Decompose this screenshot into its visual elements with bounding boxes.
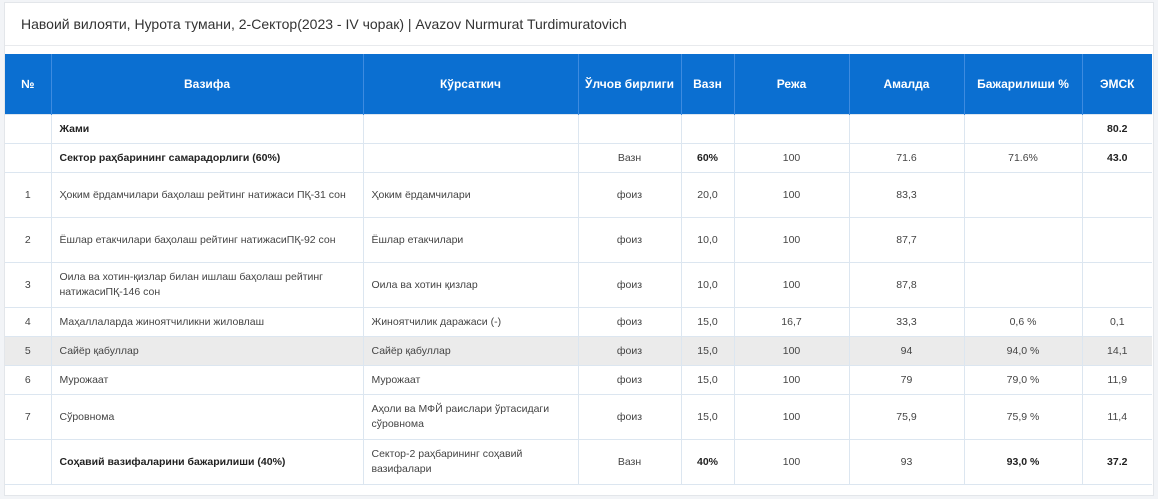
cell-plan: 100 [734,395,849,440]
col-header-emsk: ЭМСК [1082,54,1152,115]
table-row [5,218,1152,263]
cell-num [5,144,51,173]
kpi-table [5,54,1152,485]
cell-weight: 60% [681,144,734,173]
cell-num [5,440,51,485]
table-row [5,263,1152,308]
cell-weight [681,115,734,144]
cell-task: Жами [51,115,363,144]
cell-plan [734,115,849,144]
cell-indicator: Жиноятчилик даражаси (-) [363,308,578,337]
cell-percent: 0,6 % [964,308,1082,337]
cell-emsk: 80.2 [1082,115,1152,144]
cell-weight: 15,0 [681,395,734,440]
cell-plan: 100 [734,337,849,366]
table-header-row [5,54,1152,115]
col-header-indicator: Кўрсаткич [363,54,578,115]
cell-percent: 75,9 % [964,395,1082,440]
cell-actual: 33,3 [849,308,964,337]
cell-unit: фоиз [578,366,681,395]
cell-plan: 100 [734,440,849,485]
col-header-num: № [5,54,51,115]
cell-num [5,115,51,144]
cell-plan: 100 [734,173,849,218]
cell-num: 5 [5,337,51,366]
cell-task: Мурожаат [51,366,363,395]
cell-actual: 79 [849,366,964,395]
cell-task: Сайёр қабуллар [51,337,363,366]
cell-weight: 15,0 [681,366,734,395]
cell-emsk: 37.2 [1082,440,1152,485]
page-title: Навоий вилояти, Нурота тумани, 2-Сектор(2023 - IV чорак) | Avazov Nurmurat Turdimuratovich [5,3,1153,46]
cell-unit: Вазн [578,440,681,485]
table-row-section [5,144,1152,173]
cell-weight: 10,0 [681,263,734,308]
cell-indicator: Мурожаат [363,366,578,395]
table-row [5,366,1152,395]
cell-plan: 100 [734,263,849,308]
cell-weight: 20,0 [681,173,734,218]
cell-unit: фоиз [578,263,681,308]
cell-weight: 40% [681,440,734,485]
cell-actual: 83,3 [849,173,964,218]
cell-unit: фоиз [578,395,681,440]
cell-task: Сектор раҳбарининг самарадорлиги (60%) [51,144,363,173]
cell-actual: 75,9 [849,395,964,440]
cell-unit: Вазн [578,144,681,173]
cell-task: Маҳаллаларда жиноятчиликни жиловлаш [51,308,363,337]
cell-actual: 94 [849,337,964,366]
table-row [5,173,1152,218]
col-header-actual: Амалда [849,54,964,115]
cell-task: Ёшлар етакчилари баҳолаш рейтинг натижасиПҚ-92 сон [51,218,363,263]
cell-unit: фоиз [578,308,681,337]
col-header-weight: Вазн [681,54,734,115]
cell-emsk [1082,173,1152,218]
cell-num: 6 [5,366,51,395]
cell-emsk: 14,1 [1082,337,1152,366]
table-row-highlighted[interactable] [5,337,1152,366]
cell-actual [849,115,964,144]
cell-num: 2 [5,218,51,263]
cell-emsk [1082,218,1152,263]
col-header-unit: Ўлчов бирлиги [578,54,681,115]
cell-unit [578,115,681,144]
cell-actual: 87,7 [849,218,964,263]
cell-indicator [363,115,578,144]
cell-unit: фоиз [578,337,681,366]
cell-actual: 71.6 [849,144,964,173]
cell-actual: 93 [849,440,964,485]
cell-num: 3 [5,263,51,308]
cell-plan: 16,7 [734,308,849,337]
report-card [4,2,1154,496]
cell-percent: 94,0 % [964,337,1082,366]
cell-indicator: Сайёр қабуллар [363,337,578,366]
cell-percent [964,173,1082,218]
cell-indicator: Ҳоким ёрдамчилари [363,173,578,218]
cell-indicator: Ёшлар етакчилари [363,218,578,263]
cell-unit: фоиз [578,218,681,263]
cell-unit: фоиз [578,173,681,218]
cell-plan: 100 [734,366,849,395]
cell-task: Соҳавий вазифаларини бажарилиши (40%) [51,440,363,485]
cell-indicator: Аҳоли ва МФЙ раислари ўртасидаги сўровнома [363,395,578,440]
cell-percent: 79,0 % [964,366,1082,395]
col-header-task: Вазифа [51,54,363,115]
cell-indicator: Сектор-2 раҳбарининг соҳавий вазифалари [363,440,578,485]
cell-task: Ҳоким ёрдамчилари баҳолаш рейтинг натижаси ПҚ-31 сон [51,173,363,218]
cell-plan: 100 [734,218,849,263]
cell-emsk: 11,9 [1082,366,1152,395]
cell-plan: 100 [734,144,849,173]
cell-task: Сўровнома [51,395,363,440]
col-header-plan: Режа [734,54,849,115]
cell-weight: 15,0 [681,337,734,366]
cell-task: Оила ва хотин-қизлар билан ишлаш баҳолаш рейтинг натижасиПҚ-146 сон [51,263,363,308]
cell-percent: 93,0 % [964,440,1082,485]
cell-num: 1 [5,173,51,218]
cell-emsk: 0,1 [1082,308,1152,337]
table-row [5,308,1152,337]
cell-weight: 15,0 [681,308,734,337]
cell-percent [964,115,1082,144]
cell-indicator [363,144,578,173]
cell-emsk [1082,263,1152,308]
cell-actual: 87,8 [849,263,964,308]
cell-num: 4 [5,308,51,337]
cell-percent: 71.6% [964,144,1082,173]
table-row-total [5,115,1152,144]
cell-weight: 10,0 [681,218,734,263]
cell-percent [964,218,1082,263]
cell-emsk: 43.0 [1082,144,1152,173]
cell-num: 7 [5,395,51,440]
cell-emsk: 11,4 [1082,395,1152,440]
cell-indicator: Оила ва хотин қизлар [363,263,578,308]
col-header-percent: Бажарилиши % [964,54,1082,115]
table-row [5,395,1152,440]
table-row-section [5,440,1152,485]
cell-percent [964,263,1082,308]
